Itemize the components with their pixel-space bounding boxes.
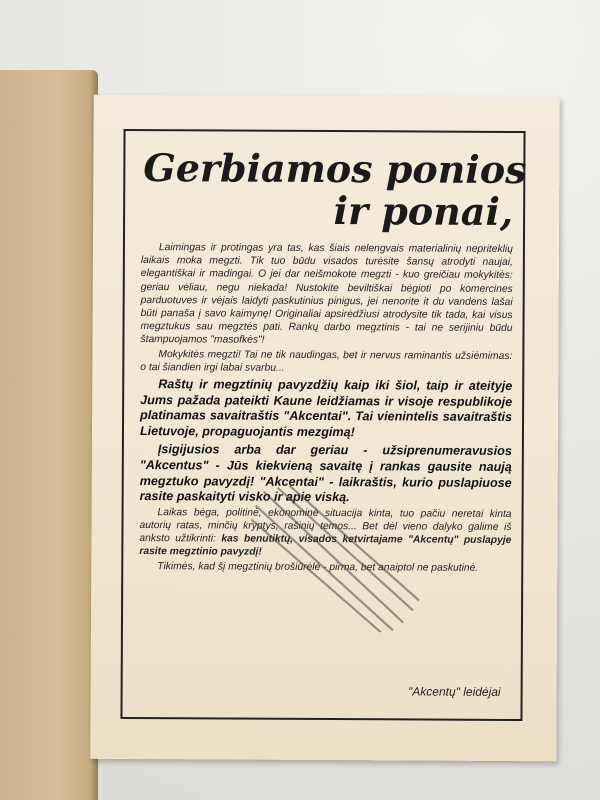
paragraph-5-bold: kas benutiktų, visados ketvirtajame "Akcentų" puslapyje rasite megztinio pavyzdį! — [139, 533, 512, 559]
headline-line-2: ir ponai, — [333, 188, 514, 234]
paragraph-6: Tikimės, kad šį megztinių brošiūrėlė - pirma, bet anaiptol ne paskutinė. — [157, 560, 479, 574]
paragraph-5 — [139, 506, 511, 561]
paragraph-3: Raštų ir megztinių pavyzdžių kaip iki šiol, taip ir ateityje Jums pažada pateikti Kaune leidžiamas ir visoje respublikoje platinamas savaitraštis "Akcentai". Tai vienintelis savaitraštis Lietuvoje, propaguojantis mezgimą! — [139, 377, 513, 439]
left-page-cover — [0, 70, 98, 800]
publisher-signature: "Akcentų" leidėjai — [408, 684, 501, 699]
paragraph-2: Mokykitės megzti! Tai ne tik naudingas, bet ir nervus raminantis užsiėmimas: o tai šiandien irgi labai svarbu... — [140, 348, 513, 374]
article-body — [139, 241, 513, 576]
paragraph-4: Įsigijusios arba dar geriau - užsiprenumeravusios "Akcentus" - Jūs kiekvieną savaitę į rankas gausite naują megztuko pavyzdį! "Akcentai" - laikraštis, kurio puslapiuose rasite paskaityti visko ir apie viską. — [139, 442, 512, 505]
paragraph-5-text: Laikas bėga, politinė, ekonominė situacija kinta, tuo pačiu neretai kinta autorių ratas, minčių kryptys, rašinių temos... Bet dėl vieno dalyko galime iš anksto užtikrinti: — [139, 506, 512, 545]
text-frame — [120, 129, 525, 721]
headline-line-1: Gerbiamos ponios — [143, 145, 527, 193]
paragraph-1: Laimingas ir protingas yra tas, kas šiais nelengvais materialinių nepriteklių laikais moka megzti. Tik tuo būdu visados turėsite šansų atrodyti naujai, elegantiškai ir madingai. O jei dar neišmokote megzti - kuo greičiau mokykitės: geriau vėliau, negu niekada! Nustokite beviltiškai bėgioti po komercines parduotuves ir vėjais laidyti paskutinius pinigus, jei nenorite it du vandens lašai būti panaša į savo kaimynę! Originaliai apsirėdžiusi atrodysite tik tada, kai visus megztukus sau megztės pati. Rankų darbo megztinis - tai ne serijiniu būdu štampuojamos "masofkės"! — [140, 242, 513, 347]
booklet-page — [90, 95, 559, 761]
